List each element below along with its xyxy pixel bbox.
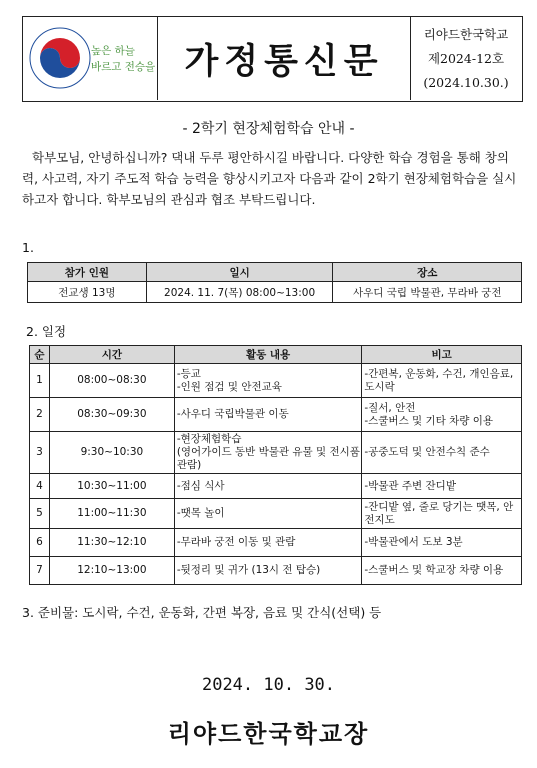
row-time: 08:30~09:30 [49,398,174,432]
schedule-table [29,345,522,585]
header-activity: 활동 내용 [174,346,362,364]
notice-subtitle: - 2학기 현장체험학습 안내 - [182,121,355,137]
cell-datetime: 2024. 11. 7(목) 08:00~13:00 [146,282,333,303]
row-time: 10:30~11:00 [49,474,174,499]
table-row [30,432,522,474]
row-no: 2 [30,398,50,432]
school-emblem-icon [25,19,95,97]
row-note: -질서, 안전 -스쿨버스 및 기타 차량 이용 [362,398,522,432]
section-1-label: 1. [22,240,34,255]
header-time: 시간 [49,346,174,364]
section-3-supplies: 3. 준비물: 도시락, 수건, 운동화, 간편 복장, 음료 및 간식(선택) 등 [22,605,382,620]
principal-signature: 리야드한국학교장 [167,720,370,748]
row-no: 7 [30,557,50,585]
row-note: -잔디밭 옆, 줄로 당기는 땟목, 안전지도 [362,499,522,529]
school-name: 리야드한국학교 [423,26,509,42]
issue-date: (2024.10.30.) [423,74,509,90]
school-motto [91,43,155,75]
motto-line-1: 높은 하늘 [91,45,135,57]
issue-info [411,17,521,100]
header-datetime: 일시 [146,263,333,282]
row-no: 4 [30,474,50,499]
row-activity: -점심 식사 [174,474,362,499]
header-place: 장소 [333,263,522,282]
table-row [30,557,522,585]
letter-header [22,16,523,102]
row-note: -박물관에서 도보 3분 [362,529,522,557]
section-2-label: 2. 일정 [26,324,67,339]
row-activity: -무라바 궁전 이동 및 관람 [174,529,362,557]
cell-participants: 전교생 13명 [28,282,147,303]
row-note: -스쿨버스 및 학교장 차량 이용 [362,557,522,585]
row-time: 12:10~13:00 [49,557,174,585]
row-no: 1 [30,364,50,398]
row-note: -공중도덕 및 안전수칙 준수 [362,432,522,474]
row-time: 9:30~10:30 [49,432,174,474]
row-time: 11:00~11:30 [49,499,174,529]
document-title: 가정통신문 [158,17,411,100]
row-time: 11:30~12:10 [49,529,174,557]
participants-table [27,262,522,303]
table-row [30,499,522,529]
intro-paragraph: 학부모님, 안녕하십니까? 댁내 두루 평안하시길 바랍니다. 다양한 학습 경험을 통해 창의력, 사고력, 자기 주도적 학습 능력을 향상시키고자 다음과 같이 2학기 현장체험학습을 실시하고자 합니다. 학부모님의 관심과 협조 부탁드립니다. [22,150,517,207]
header-participants: 참가 인원 [28,263,147,282]
table-row [30,529,522,557]
row-activity: -현장체험학습 (영어가이드 동반 박물관 유물 및 전시품 관람) [174,432,362,474]
header-note: 비고 [362,346,522,364]
row-note: -박물관 주변 잔디밭 [362,474,522,499]
row-no: 5 [30,499,50,529]
cell-place: 사우디 국립 박물관, 무라바 궁전 [333,282,522,303]
motto-line-2: 바르고 전승을 [91,61,156,73]
issue-number: 제2024-12호 [427,50,505,66]
row-activity: -뒷정리 및 귀가 (13시 전 탑승) [174,557,362,585]
row-no: 6 [30,529,50,557]
table-row [30,474,522,499]
row-no: 3 [30,432,50,474]
table-row [30,364,522,398]
row-note: -간편복, 운동화, 수건, 개인음료, 도시락 [362,364,522,398]
header-no: 순 [30,346,50,364]
issue-date-footer: 2024. 10. 30. [201,675,336,695]
row-time: 08:00~08:30 [49,364,174,398]
row-activity: -등교 -인원 점검 및 안전교육 [174,364,362,398]
table-row [30,398,522,432]
row-activity: -땟목 놀이 [174,499,362,529]
row-activity: -사우디 국립박물관 이동 [174,398,362,432]
school-logo [23,17,158,100]
